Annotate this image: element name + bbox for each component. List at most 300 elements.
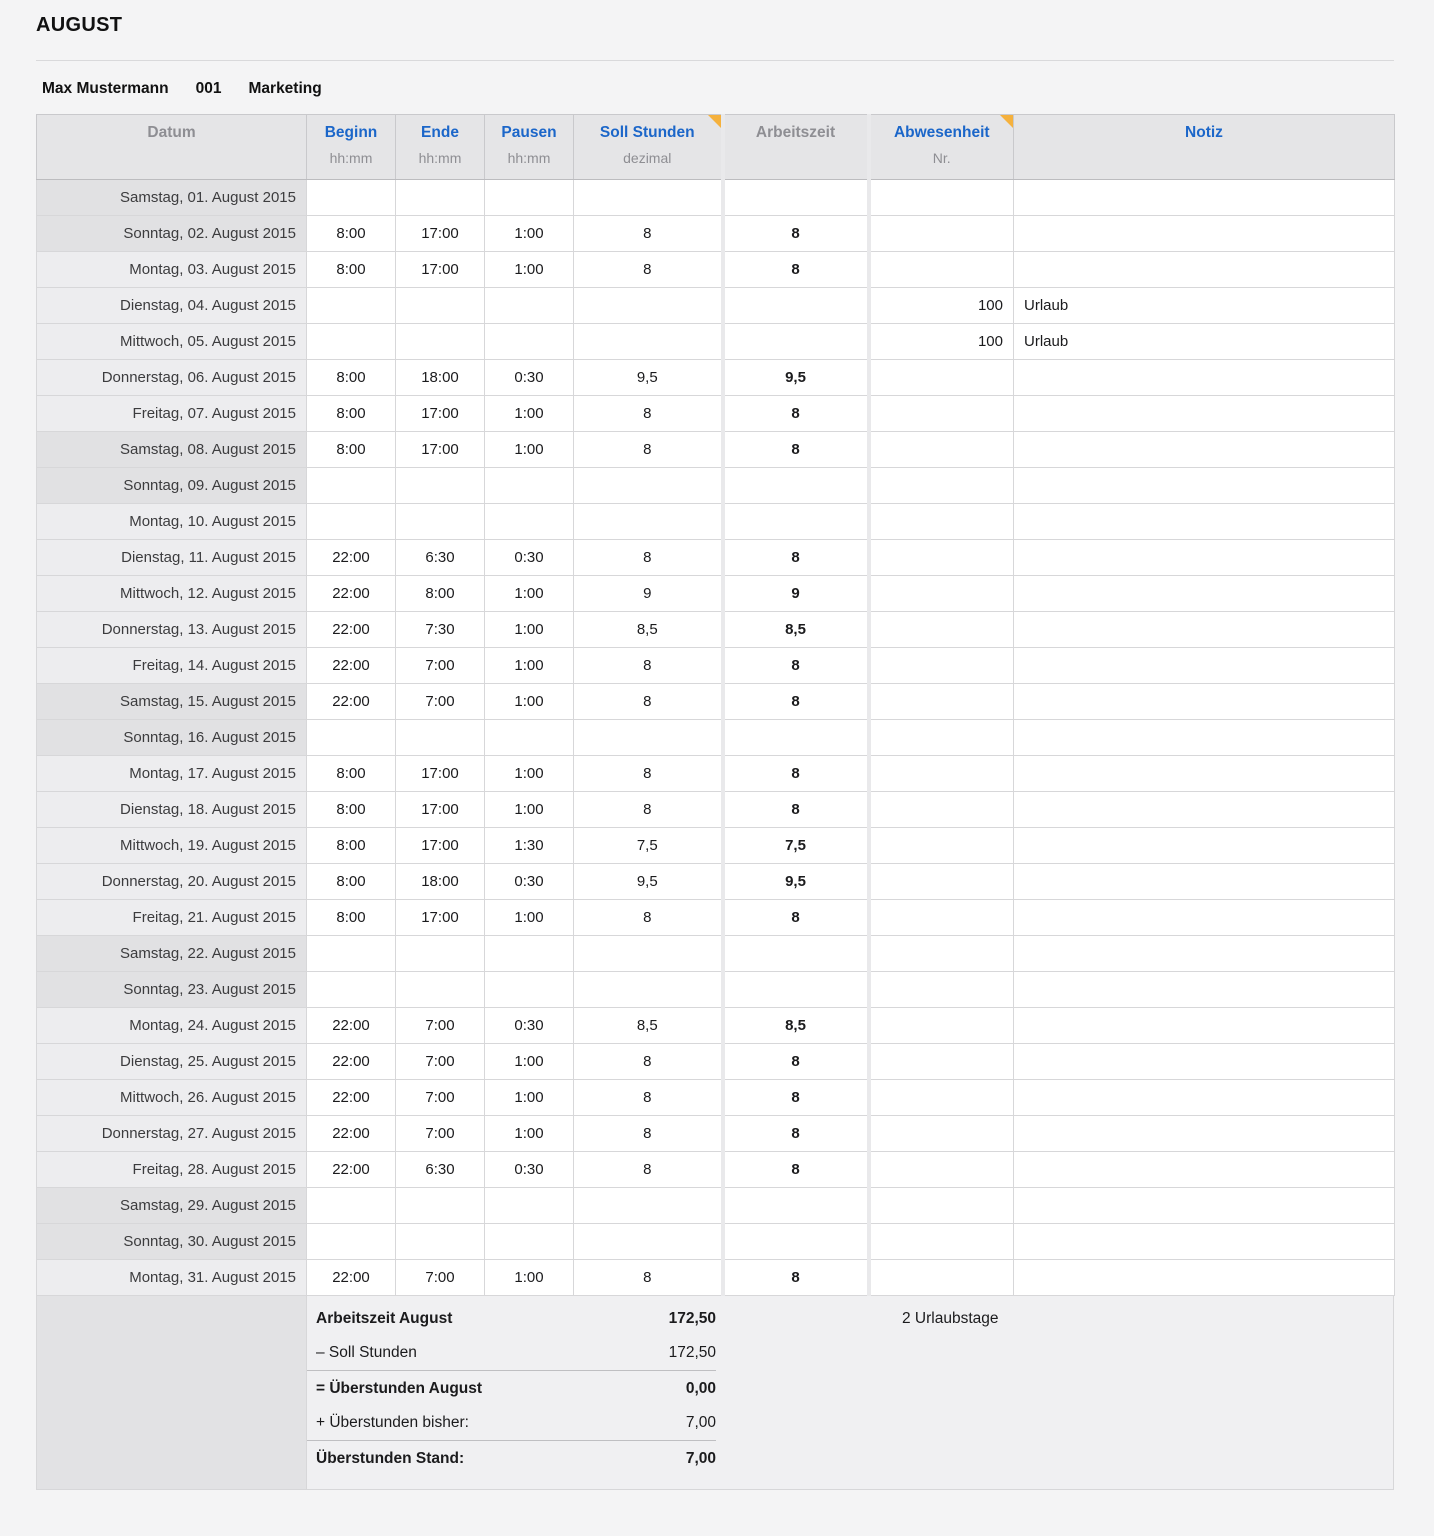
cell-abwesenheit[interactable] xyxy=(869,792,1014,828)
cell-abwesenheit[interactable] xyxy=(869,180,1014,216)
cell-pausen[interactable] xyxy=(485,972,574,1008)
cell-abwesenheit[interactable] xyxy=(869,648,1014,684)
summary-value[interactable]: 172,50 xyxy=(668,1309,716,1327)
cell-notiz[interactable] xyxy=(1014,1224,1395,1260)
summary-value[interactable]: 0,00 xyxy=(685,1379,716,1397)
cell-datum[interactable]: Freitag, 14. August 2015 xyxy=(37,648,307,684)
cell-beginn[interactable] xyxy=(307,1188,396,1224)
cell-notiz[interactable] xyxy=(1014,360,1395,396)
cell-soll_stunden[interactable] xyxy=(574,468,723,504)
cell-notiz[interactable] xyxy=(1014,936,1395,972)
cell-arbeitszeit[interactable]: 8 xyxy=(723,252,869,288)
cell-soll_stunden[interactable]: 8 xyxy=(574,540,723,576)
cell-ende[interactable] xyxy=(396,936,485,972)
cell-arbeitszeit[interactable]: 8 xyxy=(723,648,869,684)
cell-pausen[interactable]: 1:00 xyxy=(485,612,574,648)
cell-datum[interactable]: Mittwoch, 12. August 2015 xyxy=(37,576,307,612)
cell-soll_stunden[interactable]: 8 xyxy=(574,648,723,684)
table-row xyxy=(37,828,1395,864)
cell-datum[interactable]: Montag, 17. August 2015 xyxy=(37,756,307,792)
cell-datum[interactable]: Donnerstag, 20. August 2015 xyxy=(37,864,307,900)
table-row xyxy=(37,1044,1395,1080)
cell-notiz[interactable] xyxy=(1014,180,1395,216)
table-row xyxy=(37,1188,1395,1224)
cell-pausen[interactable]: 1:30 xyxy=(485,828,574,864)
cell-soll_stunden[interactable] xyxy=(574,720,723,756)
cell-soll_stunden[interactable] xyxy=(574,324,723,360)
cell-notiz[interactable] xyxy=(1014,1044,1395,1080)
cell-notiz[interactable] xyxy=(1014,792,1395,828)
cell-notiz[interactable]: Urlaub xyxy=(1014,288,1395,324)
cell-arbeitszeit[interactable]: 8 xyxy=(723,900,869,936)
cell-ende[interactable]: 18:00 xyxy=(396,864,485,900)
cell-pausen[interactable]: 1:00 xyxy=(485,1260,574,1296)
cell-beginn[interactable]: 8:00 xyxy=(307,792,396,828)
cell-beginn[interactable]: 8:00 xyxy=(307,432,396,468)
cell-abwesenheit[interactable] xyxy=(869,540,1014,576)
cell-notiz[interactable] xyxy=(1014,648,1395,684)
cell-abwesenheit[interactable] xyxy=(869,1080,1014,1116)
cell-abwesenheit[interactable] xyxy=(869,360,1014,396)
cell-beginn[interactable] xyxy=(307,180,396,216)
cell-datum[interactable]: Samstag, 01. August 2015 xyxy=(37,180,307,216)
cell-datum[interactable]: Sonntag, 23. August 2015 xyxy=(37,972,307,1008)
summary-value[interactable]: 172,50 xyxy=(668,1344,716,1361)
cell-pausen[interactable]: 1:00 xyxy=(485,1044,574,1080)
cell-soll_stunden[interactable]: 8 xyxy=(574,1080,723,1116)
cell-soll_stunden[interactable]: 8 xyxy=(574,252,723,288)
cell-arbeitszeit[interactable] xyxy=(723,936,869,972)
cell-abwesenheit[interactable] xyxy=(869,864,1014,900)
cell-beginn[interactable]: 8:00 xyxy=(307,360,396,396)
table-row xyxy=(37,396,1395,432)
cell-notiz[interactable] xyxy=(1014,396,1395,432)
cell-datum[interactable]: Samstag, 22. August 2015 xyxy=(37,936,307,972)
cell-ende[interactable]: 17:00 xyxy=(396,252,485,288)
cell-arbeitszeit[interactable] xyxy=(723,1224,869,1260)
cell-abwesenheit[interactable]: 100 xyxy=(869,324,1014,360)
cell-abwesenheit[interactable] xyxy=(869,1044,1014,1080)
cell-soll_stunden[interactable]: 9,5 xyxy=(574,864,723,900)
cell-arbeitszeit[interactable] xyxy=(723,504,869,540)
table-row xyxy=(37,720,1395,756)
cell-arbeitszeit[interactable] xyxy=(723,1188,869,1224)
cell-abwesenheit[interactable] xyxy=(869,432,1014,468)
column-label: Arbeitszeit xyxy=(755,124,836,141)
cell-pausen[interactable]: 1:00 xyxy=(485,396,574,432)
cell-soll_stunden[interactable] xyxy=(574,972,723,1008)
cell-pausen[interactable] xyxy=(485,504,574,540)
summary-note: 2 Urlaubstage xyxy=(902,1309,999,1327)
cell-notiz[interactable] xyxy=(1014,432,1395,468)
cell-abwesenheit[interactable] xyxy=(869,972,1014,1008)
cell-pausen[interactable] xyxy=(485,1188,574,1224)
cell-ende[interactable]: 7:30 xyxy=(396,612,485,648)
cell-pausen[interactable]: 0:30 xyxy=(485,864,574,900)
table-row xyxy=(37,252,1395,288)
cell-pausen[interactable]: 1:00 xyxy=(485,576,574,612)
table-row xyxy=(37,504,1395,540)
cell-arbeitszeit[interactable]: 9,5 xyxy=(723,864,869,900)
cell-beginn[interactable]: 8:00 xyxy=(307,900,396,936)
cell-datum[interactable]: Dienstag, 18. August 2015 xyxy=(37,792,307,828)
cell-ende[interactable]: 7:00 xyxy=(396,1260,485,1296)
table-row xyxy=(37,216,1395,252)
cell-abwesenheit[interactable] xyxy=(869,1224,1014,1260)
cell-pausen[interactable] xyxy=(485,180,574,216)
column-label: Datum xyxy=(147,124,196,141)
cell-pausen[interactable]: 0:30 xyxy=(485,540,574,576)
employee-id: 001 xyxy=(195,80,222,97)
cell-ende[interactable]: 17:00 xyxy=(396,792,485,828)
column-header-pausen[interactable] xyxy=(485,115,574,180)
cell-abwesenheit[interactable] xyxy=(869,684,1014,720)
cell-notiz[interactable] xyxy=(1014,540,1395,576)
cell-arbeitszeit[interactable]: 8 xyxy=(723,1260,869,1296)
cell-ende[interactable] xyxy=(396,288,485,324)
cell-beginn[interactable] xyxy=(307,972,396,1008)
table-row xyxy=(37,1260,1395,1296)
cell-ende[interactable]: 17:00 xyxy=(396,396,485,432)
cell-notiz[interactable] xyxy=(1014,252,1395,288)
cell-pausen[interactable]: 1:00 xyxy=(485,792,574,828)
cell-abwesenheit[interactable] xyxy=(869,1116,1014,1152)
cell-notiz[interactable] xyxy=(1014,576,1395,612)
cell-arbeitszeit[interactable]: 8 xyxy=(723,1080,869,1116)
cell-pausen[interactable]: 1:00 xyxy=(485,900,574,936)
column-header-ende[interactable] xyxy=(396,115,485,180)
cell-soll_stunden[interactable] xyxy=(574,504,723,540)
cell-soll_stunden[interactable]: 8 xyxy=(574,396,723,432)
column-sublabel xyxy=(1014,150,1394,166)
cell-arbeitszeit[interactable]: 8 xyxy=(723,1116,869,1152)
cell-notiz[interactable] xyxy=(1014,756,1395,792)
cell-ende[interactable] xyxy=(396,324,485,360)
cell-beginn[interactable]: 8:00 xyxy=(307,828,396,864)
cell-abwesenheit[interactable] xyxy=(869,216,1014,252)
column-label: Pausen xyxy=(501,124,557,141)
cell-notiz[interactable] xyxy=(1014,828,1395,864)
cell-soll_stunden[interactable]: 8 xyxy=(574,756,723,792)
cell-ende[interactable] xyxy=(396,1224,485,1260)
cell-pausen[interactable]: 1:00 xyxy=(485,756,574,792)
table-row xyxy=(37,324,1395,360)
timesheet-body xyxy=(37,180,1395,1296)
cell-ende[interactable]: 17:00 xyxy=(396,216,485,252)
column-header-soll_stunden[interactable] xyxy=(574,115,723,180)
cell-beginn[interactable]: 22:00 xyxy=(307,1080,396,1116)
cell-beginn[interactable]: 22:00 xyxy=(307,648,396,684)
cell-pausen[interactable]: 1:00 xyxy=(485,252,574,288)
cell-arbeitszeit[interactable] xyxy=(723,180,869,216)
cell-ende[interactable]: 6:30 xyxy=(396,540,485,576)
cell-pausen[interactable]: 0:30 xyxy=(485,1152,574,1188)
cell-soll_stunden[interactable] xyxy=(574,1188,723,1224)
cell-datum[interactable]: Donnerstag, 13. August 2015 xyxy=(37,612,307,648)
cell-arbeitszeit[interactable]: 8 xyxy=(723,216,869,252)
cell-arbeitszeit[interactable]: 8 xyxy=(723,396,869,432)
cell-beginn[interactable]: 22:00 xyxy=(307,1260,396,1296)
summary-row xyxy=(307,1441,1393,1476)
cell-datum[interactable]: Sonntag, 16. August 2015 xyxy=(37,720,307,756)
cell-arbeitszeit[interactable]: 8,5 xyxy=(723,612,869,648)
cell-soll_stunden[interactable]: 8 xyxy=(574,1044,723,1080)
cell-datum[interactable]: Samstag, 08. August 2015 xyxy=(37,432,307,468)
cell-beginn[interactable] xyxy=(307,288,396,324)
cell-ende[interactable] xyxy=(396,720,485,756)
cell-notiz[interactable] xyxy=(1014,1080,1395,1116)
cell-soll_stunden[interactable]: 8 xyxy=(574,684,723,720)
table-row xyxy=(37,1116,1395,1152)
cell-notiz[interactable]: Urlaub xyxy=(1014,324,1395,360)
cell-ende[interactable]: 18:00 xyxy=(396,360,485,396)
table-row xyxy=(37,1008,1395,1044)
cell-soll_stunden[interactable]: 9 xyxy=(574,576,723,612)
cell-soll_stunden[interactable]: 7,5 xyxy=(574,828,723,864)
cell-beginn[interactable]: 22:00 xyxy=(307,1044,396,1080)
cell-pausen[interactable]: 1:00 xyxy=(485,684,574,720)
cell-abwesenheit[interactable] xyxy=(869,756,1014,792)
cell-pausen[interactable] xyxy=(485,720,574,756)
cell-beginn[interactable]: 22:00 xyxy=(307,1152,396,1188)
cell-datum[interactable]: Samstag, 29. August 2015 xyxy=(37,1188,307,1224)
column-label: Soll Stunden xyxy=(599,124,695,141)
cell-notiz[interactable] xyxy=(1014,684,1395,720)
cell-pausen[interactable] xyxy=(485,1224,574,1260)
comment-marker-icon xyxy=(1000,115,1013,128)
table-row xyxy=(37,1224,1395,1260)
cell-datum[interactable]: Montag, 03. August 2015 xyxy=(37,252,307,288)
cell-datum[interactable]: Freitag, 28. August 2015 xyxy=(37,1152,307,1188)
cell-ende[interactable]: 17:00 xyxy=(396,432,485,468)
cell-ende[interactable]: 7:00 xyxy=(396,648,485,684)
cell-soll_stunden[interactable]: 8,5 xyxy=(574,1008,723,1044)
cell-abwesenheit[interactable] xyxy=(869,1008,1014,1044)
cell-beginn[interactable] xyxy=(307,1224,396,1260)
cell-datum[interactable]: Montag, 10. August 2015 xyxy=(37,504,307,540)
cell-datum[interactable]: Freitag, 21. August 2015 xyxy=(37,900,307,936)
cell-arbeitszeit[interactable]: 8 xyxy=(723,432,869,468)
cell-notiz[interactable] xyxy=(1014,612,1395,648)
cell-soll_stunden[interactable] xyxy=(574,288,723,324)
cell-soll_stunden[interactable]: 8 xyxy=(574,792,723,828)
cell-beginn[interactable]: 22:00 xyxy=(307,684,396,720)
cell-beginn[interactable]: 22:00 xyxy=(307,1008,396,1044)
summary-row xyxy=(307,1336,1393,1371)
cell-arbeitszeit[interactable]: 8 xyxy=(723,684,869,720)
cell-arbeitszeit[interactable] xyxy=(723,288,869,324)
cell-ende[interactable]: 6:30 xyxy=(396,1152,485,1188)
cell-beginn[interactable]: 8:00 xyxy=(307,756,396,792)
cell-arbeitszeit[interactable] xyxy=(723,468,869,504)
cell-datum[interactable]: Mittwoch, 26. August 2015 xyxy=(37,1080,307,1116)
cell-ende[interactable] xyxy=(396,468,485,504)
cell-notiz[interactable] xyxy=(1014,1152,1395,1188)
cell-arbeitszeit[interactable]: 8,5 xyxy=(723,1008,869,1044)
cell-soll_stunden[interactable] xyxy=(574,1224,723,1260)
cell-ende[interactable]: 8:00 xyxy=(396,576,485,612)
cell-soll_stunden[interactable]: 8 xyxy=(574,1152,723,1188)
cell-pausen[interactable] xyxy=(485,468,574,504)
cell-arbeitszeit[interactable]: 8 xyxy=(723,1044,869,1080)
cell-datum[interactable]: Sonntag, 02. August 2015 xyxy=(37,216,307,252)
summary-line xyxy=(307,1301,716,1336)
cell-pausen[interactable]: 1:00 xyxy=(485,1080,574,1116)
cell-soll_stunden[interactable] xyxy=(574,180,723,216)
cell-datum[interactable]: Montag, 31. August 2015 xyxy=(37,1260,307,1296)
cell-abwesenheit[interactable] xyxy=(869,1152,1014,1188)
cell-beginn[interactable]: 22:00 xyxy=(307,540,396,576)
cell-beginn[interactable] xyxy=(307,504,396,540)
cell-soll_stunden[interactable]: 8 xyxy=(574,216,723,252)
column-header-notiz[interactable] xyxy=(1014,115,1395,180)
cell-beginn[interactable]: 22:00 xyxy=(307,612,396,648)
cell-notiz[interactable] xyxy=(1014,504,1395,540)
cell-beginn[interactable] xyxy=(307,936,396,972)
cell-abwesenheit[interactable] xyxy=(869,504,1014,540)
cell-soll_stunden[interactable] xyxy=(574,936,723,972)
column-header-beginn[interactable] xyxy=(307,115,396,180)
cell-arbeitszeit[interactable]: 8 xyxy=(723,756,869,792)
cell-ende[interactable]: 17:00 xyxy=(396,828,485,864)
cell-pausen[interactable]: 0:30 xyxy=(485,1008,574,1044)
column-label: Abwesenheit xyxy=(893,124,990,141)
table-row xyxy=(37,972,1395,1008)
cell-notiz[interactable] xyxy=(1014,216,1395,252)
table-row xyxy=(37,684,1395,720)
cell-ende[interactable]: 7:00 xyxy=(396,1116,485,1152)
summary-left-gutter xyxy=(37,1296,307,1489)
cell-soll_stunden[interactable]: 8 xyxy=(574,1116,723,1152)
table-row xyxy=(37,1080,1395,1116)
cell-ende[interactable]: 7:00 xyxy=(396,1008,485,1044)
cell-arbeitszeit[interactable]: 9,5 xyxy=(723,360,869,396)
cell-beginn[interactable]: 8:00 xyxy=(307,396,396,432)
column-header-abwesenheit[interactable] xyxy=(869,115,1014,180)
cell-soll_stunden[interactable]: 9,5 xyxy=(574,360,723,396)
table-row xyxy=(37,576,1395,612)
cell-datum[interactable]: Montag, 24. August 2015 xyxy=(37,1008,307,1044)
cell-pausen[interactable] xyxy=(485,324,574,360)
cell-arbeitszeit[interactable]: 7,5 xyxy=(723,828,869,864)
cell-notiz[interactable] xyxy=(1014,468,1395,504)
cell-notiz[interactable] xyxy=(1014,1260,1395,1296)
cell-abwesenheit[interactable] xyxy=(869,900,1014,936)
cell-pausen[interactable]: 1:00 xyxy=(485,1116,574,1152)
cell-abwesenheit[interactable] xyxy=(869,576,1014,612)
cell-beginn[interactable] xyxy=(307,468,396,504)
cell-notiz[interactable] xyxy=(1014,864,1395,900)
column-sublabel: hh:mm xyxy=(329,150,373,166)
cell-notiz[interactable] xyxy=(1014,972,1395,1008)
cell-beginn[interactable]: 8:00 xyxy=(307,252,396,288)
cell-datum[interactable]: Donnerstag, 06. August 2015 xyxy=(37,360,307,396)
cell-datum[interactable]: Donnerstag, 27. August 2015 xyxy=(37,1116,307,1152)
cell-abwesenheit[interactable] xyxy=(869,612,1014,648)
cell-datum[interactable]: Dienstag, 25. August 2015 xyxy=(37,1044,307,1080)
cell-arbeitszeit[interactable]: 8 xyxy=(723,540,869,576)
cell-notiz[interactable] xyxy=(1014,1008,1395,1044)
cell-beginn[interactable] xyxy=(307,720,396,756)
column-header-datum[interactable] xyxy=(37,115,307,180)
cell-arbeitszeit[interactable] xyxy=(723,324,869,360)
cell-pausen[interactable]: 1:00 xyxy=(485,648,574,684)
cell-datum[interactable]: Freitag, 07. August 2015 xyxy=(37,396,307,432)
cell-datum[interactable]: Dienstag, 11. August 2015 xyxy=(37,540,307,576)
cell-beginn[interactable]: 22:00 xyxy=(307,576,396,612)
cell-notiz[interactable] xyxy=(1014,1188,1395,1224)
table-row xyxy=(37,1152,1395,1188)
cell-pausen[interactable]: 0:30 xyxy=(485,360,574,396)
cell-abwesenheit[interactable] xyxy=(869,1260,1014,1296)
cell-beginn[interactable]: 22:00 xyxy=(307,1116,396,1152)
cell-beginn[interactable]: 8:00 xyxy=(307,216,396,252)
cell-notiz[interactable] xyxy=(1014,720,1395,756)
cell-pausen[interactable]: 1:00 xyxy=(485,432,574,468)
cell-datum[interactable]: Mittwoch, 05. August 2015 xyxy=(37,324,307,360)
cell-ende[interactable]: 7:00 xyxy=(396,684,485,720)
cell-ende[interactable] xyxy=(396,504,485,540)
cell-pausen[interactable] xyxy=(485,288,574,324)
summary-value[interactable]: 7,00 xyxy=(685,1449,716,1467)
cell-ende[interactable] xyxy=(396,972,485,1008)
cell-datum[interactable]: Mittwoch, 19. August 2015 xyxy=(37,828,307,864)
cell-arbeitszeit[interactable]: 9 xyxy=(723,576,869,612)
cell-abwesenheit[interactable] xyxy=(869,936,1014,972)
cell-soll_stunden[interactable]: 8,5 xyxy=(574,612,723,648)
cell-abwesenheit[interactable] xyxy=(869,252,1014,288)
cell-soll_stunden[interactable]: 8 xyxy=(574,432,723,468)
cell-datum[interactable]: Sonntag, 30. August 2015 xyxy=(37,1224,307,1260)
cell-datum[interactable]: Samstag, 15. August 2015 xyxy=(37,684,307,720)
cell-abwesenheit[interactable]: 100 xyxy=(869,288,1014,324)
cell-arbeitszeit[interactable]: 8 xyxy=(723,792,869,828)
cell-datum[interactable]: Dienstag, 04. August 2015 xyxy=(37,288,307,324)
cell-notiz[interactable] xyxy=(1014,1116,1395,1152)
cell-ende[interactable]: 7:00 xyxy=(396,1044,485,1080)
cell-abwesenheit[interactable] xyxy=(869,468,1014,504)
cell-soll_stunden[interactable]: 8 xyxy=(574,900,723,936)
cell-abwesenheit[interactable] xyxy=(869,1188,1014,1224)
cell-beginn[interactable] xyxy=(307,324,396,360)
summary-label: + Überstunden bisher: xyxy=(316,1414,469,1431)
table-row xyxy=(37,936,1395,972)
column-sublabel xyxy=(725,150,867,166)
cell-abwesenheit[interactable] xyxy=(869,720,1014,756)
table-row xyxy=(37,900,1395,936)
cell-ende[interactable] xyxy=(396,180,485,216)
cell-notiz[interactable] xyxy=(1014,900,1395,936)
cell-datum[interactable]: Sonntag, 09. August 2015 xyxy=(37,468,307,504)
cell-ende[interactable] xyxy=(396,1188,485,1224)
summary-value[interactable]: 7,00 xyxy=(685,1414,716,1431)
cell-ende[interactable]: 7:00 xyxy=(396,1080,485,1116)
cell-ende[interactable]: 17:00 xyxy=(396,900,485,936)
cell-arbeitszeit[interactable] xyxy=(723,972,869,1008)
cell-abwesenheit[interactable] xyxy=(869,396,1014,432)
column-sublabel: dezimal xyxy=(623,150,672,166)
cell-soll_stunden[interactable]: 8 xyxy=(574,1260,723,1296)
cell-ende[interactable]: 17:00 xyxy=(396,756,485,792)
column-label: Notiz xyxy=(1185,124,1223,141)
cell-pausen[interactable]: 1:00 xyxy=(485,216,574,252)
cell-arbeitszeit[interactable]: 8 xyxy=(723,1152,869,1188)
cell-arbeitszeit[interactable] xyxy=(723,720,869,756)
cell-beginn[interactable]: 8:00 xyxy=(307,864,396,900)
cell-pausen[interactable] xyxy=(485,936,574,972)
column-header-arbeitszeit[interactable] xyxy=(723,115,869,180)
cell-abwesenheit[interactable] xyxy=(869,828,1014,864)
